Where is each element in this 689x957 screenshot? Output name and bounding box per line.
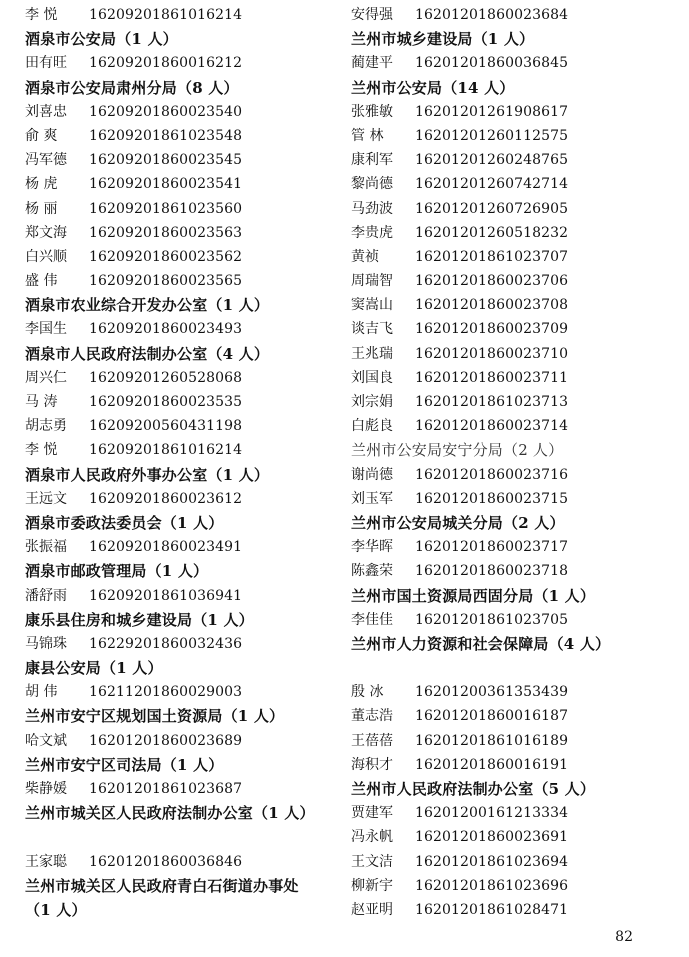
section-heading: 酒泉市公安局肃州分局（8 人） bbox=[25, 78, 239, 97]
person-name: 刘玉军 bbox=[351, 490, 393, 507]
person-name: 盛 伟 bbox=[25, 273, 58, 290]
section-heading: 酒泉市人民政府法制办公室（4 人） bbox=[25, 344, 270, 363]
person-name: 杨 虎 bbox=[25, 176, 58, 193]
person-id: 16209201861023560 bbox=[89, 200, 243, 217]
list-item bbox=[351, 197, 671, 221]
person-name: 海积才 bbox=[351, 756, 393, 773]
person-name: 李 悦 bbox=[25, 7, 58, 23]
section-heading: 兰州市安宁区司法局（1 人） bbox=[25, 755, 224, 774]
person-name: 郑文海 bbox=[25, 224, 67, 241]
left-column bbox=[25, 3, 345, 922]
person-id: 16201201860036845 bbox=[415, 55, 569, 72]
person-id: 16201201861023707 bbox=[415, 248, 569, 265]
section-heading: 酒泉市邮政管理局（1 人） bbox=[25, 562, 209, 581]
list-item bbox=[25, 850, 345, 874]
person-id: 16201201860023711 bbox=[415, 369, 569, 386]
person-name: 冯军德 bbox=[25, 152, 67, 169]
person-name: 刘宗娟 bbox=[351, 394, 393, 410]
person-name: 李 悦 bbox=[25, 442, 58, 459]
person-name: 周瑞智 bbox=[351, 273, 393, 290]
person-name: 李佳佳 bbox=[351, 611, 393, 628]
person-name: 安得强 bbox=[351, 7, 393, 23]
person-id: 16209201860023563 bbox=[89, 224, 243, 241]
list-item bbox=[351, 801, 671, 825]
person-name: 马 涛 bbox=[25, 394, 58, 410]
list-item bbox=[25, 269, 345, 293]
section-heading: 兰州市国土资源局西固分局（1 人） bbox=[351, 586, 596, 605]
list-item bbox=[351, 608, 671, 632]
person-id: 16201201860023717 bbox=[415, 539, 569, 556]
person-id: 16201201260726905 bbox=[415, 200, 569, 217]
list-item bbox=[25, 197, 345, 221]
list-item bbox=[351, 317, 671, 341]
blank-line bbox=[25, 825, 345, 849]
person-id: 16209201860023540 bbox=[89, 103, 243, 120]
list-item bbox=[351, 124, 671, 148]
section-heading: 兰州市公安局城关分局（2 人） bbox=[351, 513, 565, 532]
list-item bbox=[351, 148, 671, 172]
person-name: 刘喜忠 bbox=[25, 103, 67, 120]
person-id: 16209201860023541 bbox=[89, 176, 243, 193]
person-id: 16209200560431198 bbox=[89, 418, 243, 435]
list-item bbox=[351, 366, 671, 390]
section-heading: 酒泉市农业综合开发办公室（1 人） bbox=[25, 296, 270, 315]
person-id: 16209201860023565 bbox=[89, 273, 243, 290]
list-item bbox=[351, 293, 671, 317]
section-heading: 兰州市人力资源和社会保障局（4 人） bbox=[351, 634, 611, 653]
person-id: 16201201861023694 bbox=[415, 853, 569, 870]
list-item bbox=[25, 317, 345, 341]
person-name: 殷 冰 bbox=[351, 684, 384, 701]
person-name: 胡志勇 bbox=[25, 418, 67, 435]
list-item bbox=[351, 535, 671, 559]
person-name: 董志浩 bbox=[351, 708, 393, 725]
list-item bbox=[25, 414, 345, 438]
person-id: 16211201860029003 bbox=[89, 684, 243, 701]
section-heading: 兰州市安宁区规划国土资源局（1 人） bbox=[25, 707, 285, 726]
person-id: 16209201860016212 bbox=[89, 55, 243, 72]
list-item bbox=[351, 100, 671, 124]
person-id: 16201201860023718 bbox=[415, 563, 569, 580]
section-heading: 酒泉市公安局（1 人） bbox=[25, 30, 178, 49]
list-item bbox=[25, 680, 345, 704]
list-item bbox=[351, 704, 671, 728]
list-item bbox=[351, 51, 671, 75]
list-item bbox=[25, 124, 345, 148]
person-name: 胡 伟 bbox=[25, 684, 58, 701]
list-item bbox=[351, 825, 671, 849]
person-name: 黄祯 bbox=[351, 248, 379, 265]
person-id: 16201201860023708 bbox=[415, 297, 569, 314]
list-item bbox=[25, 390, 345, 414]
section-heading: 兰州市公安局（14 人） bbox=[351, 78, 515, 97]
section-heading: 康县公安局（1 人） bbox=[25, 659, 163, 678]
list-item bbox=[25, 100, 345, 124]
person-id: 16201201860016191 bbox=[415, 756, 569, 773]
person-id: 16201201861023705 bbox=[415, 611, 569, 628]
person-id: 16201200361353439 bbox=[415, 684, 569, 701]
person-name: 王文洁 bbox=[351, 853, 393, 870]
list-item bbox=[351, 3, 671, 27]
person-id: 16201201860023716 bbox=[415, 466, 569, 483]
person-name: 蔺建平 bbox=[351, 55, 393, 72]
person-id: 16209201861016214 bbox=[89, 442, 243, 459]
list-item bbox=[351, 729, 671, 753]
section-heading: 兰州市城关区人民政府青白石街道办事处 bbox=[25, 876, 299, 895]
person-id: 16209201860023545 bbox=[89, 152, 243, 169]
list-item bbox=[351, 898, 671, 922]
list-item bbox=[351, 390, 671, 414]
person-id: 16209201260528068 bbox=[89, 369, 243, 386]
person-id: 16201201260112575 bbox=[415, 127, 569, 144]
person-name: 李国生 bbox=[25, 321, 67, 338]
section-heading: （1 人） bbox=[25, 900, 87, 919]
list-item bbox=[25, 3, 345, 27]
person-name: 王家聪 bbox=[25, 853, 67, 870]
list-item bbox=[351, 245, 671, 269]
list-item bbox=[351, 850, 671, 874]
person-id: 16201201860023715 bbox=[415, 490, 569, 507]
list-item bbox=[25, 535, 345, 559]
person-id: 16201201860023706 bbox=[415, 273, 569, 290]
section-heading: 兰州市城乡建设局（1 人） bbox=[351, 30, 535, 49]
right-column bbox=[351, 3, 671, 922]
person-id: 16209201861036941 bbox=[89, 587, 243, 604]
list-item bbox=[351, 753, 671, 777]
list-item bbox=[351, 680, 671, 704]
section-heading: 兰州市公安局安宁分局（2 人） bbox=[351, 441, 564, 460]
list-item bbox=[351, 559, 671, 583]
person-name: 柳新宇 bbox=[351, 877, 393, 894]
person-name: 张振福 bbox=[25, 539, 67, 556]
person-name: 王兆瑞 bbox=[351, 345, 393, 362]
person-name: 田有旺 bbox=[25, 55, 67, 72]
person-id: 16209201860023562 bbox=[89, 248, 243, 265]
person-id: 16229201860032436 bbox=[89, 635, 243, 652]
section-heading: 康乐县住房和城乡建设局（1 人） bbox=[25, 610, 254, 629]
page-number: 82 bbox=[615, 929, 633, 945]
list-item bbox=[351, 487, 671, 511]
person-id: 16201201861016189 bbox=[415, 732, 569, 749]
person-id: 16209201860023535 bbox=[89, 394, 243, 410]
person-name: 白彪良 bbox=[351, 418, 393, 435]
list-item bbox=[351, 221, 671, 245]
list-item bbox=[351, 172, 671, 196]
list-item bbox=[25, 51, 345, 75]
person-id: 16201201861023696 bbox=[415, 877, 569, 894]
blank-line bbox=[351, 656, 671, 680]
person-id: 16209201860023491 bbox=[89, 539, 243, 556]
person-id: 16201201860023689 bbox=[89, 732, 243, 749]
person-id: 16209201861016214 bbox=[89, 7, 243, 23]
person-name: 冯永帆 bbox=[351, 829, 393, 846]
person-name: 马锦珠 bbox=[25, 635, 67, 652]
list-item bbox=[25, 729, 345, 753]
list-item bbox=[25, 366, 345, 390]
list-item bbox=[25, 487, 345, 511]
section-heading: 兰州市人民政府法制办公室（5 人） bbox=[351, 780, 596, 798]
person-id: 16201201260518232 bbox=[415, 224, 569, 241]
person-name: 刘国良 bbox=[351, 369, 393, 386]
person-id: 16201201860016187 bbox=[415, 708, 569, 725]
person-name: 杨 丽 bbox=[25, 200, 58, 217]
person-name: 张雅敏 bbox=[351, 103, 393, 120]
person-name: 窦嵩山 bbox=[351, 297, 393, 314]
person-id: 16201201861023687 bbox=[89, 781, 243, 797]
person-id: 16201201860023714 bbox=[415, 418, 569, 435]
person-id: 16201201261908617 bbox=[415, 103, 569, 120]
list-item bbox=[351, 463, 671, 487]
section-heading: 酒泉市委政法委员会（1 人） bbox=[25, 513, 224, 532]
list-item bbox=[25, 172, 345, 196]
list-item bbox=[25, 438, 345, 462]
person-name: 赵亚明 bbox=[351, 901, 393, 918]
list-item bbox=[351, 414, 671, 438]
list-item bbox=[351, 874, 671, 898]
person-name: 潘舒雨 bbox=[25, 587, 67, 604]
person-id: 16201201860023684 bbox=[415, 7, 569, 23]
list-item bbox=[351, 342, 671, 366]
person-name: 王蓓蓓 bbox=[351, 732, 393, 749]
person-id: 16201201860036846 bbox=[89, 853, 243, 870]
person-name: 王远文 bbox=[25, 490, 67, 507]
section-heading: 酒泉市人民政府外事办公室（1 人） bbox=[25, 465, 270, 484]
person-id: 16209201861023548 bbox=[89, 127, 243, 144]
list-item bbox=[25, 245, 345, 269]
person-name: 哈文斌 bbox=[25, 732, 67, 749]
section-heading: 兰州市城关区人民政府法制办公室（1 人） bbox=[25, 804, 315, 823]
person-id: 16201201260742714 bbox=[415, 176, 569, 193]
person-name: 李贵虎 bbox=[351, 224, 393, 241]
person-name: 周兴仁 bbox=[25, 369, 67, 386]
list-item bbox=[25, 632, 345, 656]
person-id: 16201201861028471 bbox=[415, 901, 569, 918]
person-id: 16201200161213334 bbox=[415, 805, 569, 822]
person-name: 黎尚德 bbox=[351, 176, 393, 193]
person-id: 16201201860023691 bbox=[415, 829, 569, 846]
person-name: 贾建军 bbox=[351, 805, 393, 822]
person-name: 谈吉飞 bbox=[351, 321, 393, 338]
person-name: 谢尚德 bbox=[351, 466, 393, 483]
person-id: 16209201860023612 bbox=[89, 490, 243, 507]
person-id: 16201201260248765 bbox=[415, 152, 569, 169]
person-name: 白兴顺 bbox=[25, 248, 67, 265]
list-item bbox=[25, 584, 345, 608]
person-name: 柴静媛 bbox=[25, 781, 67, 797]
list-item bbox=[351, 269, 671, 293]
list-item bbox=[25, 221, 345, 245]
person-id: 16201201860023710 bbox=[415, 345, 569, 362]
person-name: 管 林 bbox=[351, 127, 384, 144]
person-id: 16201201861023713 bbox=[415, 394, 569, 410]
person-name: 马劲波 bbox=[351, 200, 393, 217]
person-name: 李华晖 bbox=[351, 539, 393, 556]
person-name: 陈鑫荣 bbox=[351, 563, 393, 580]
person-id: 16201201860023709 bbox=[415, 321, 569, 338]
list-item bbox=[25, 148, 345, 172]
person-name: 康利军 bbox=[351, 152, 393, 169]
list-item bbox=[25, 777, 345, 801]
person-id: 16209201860023493 bbox=[89, 321, 243, 338]
person-name: 俞 爽 bbox=[25, 127, 58, 144]
